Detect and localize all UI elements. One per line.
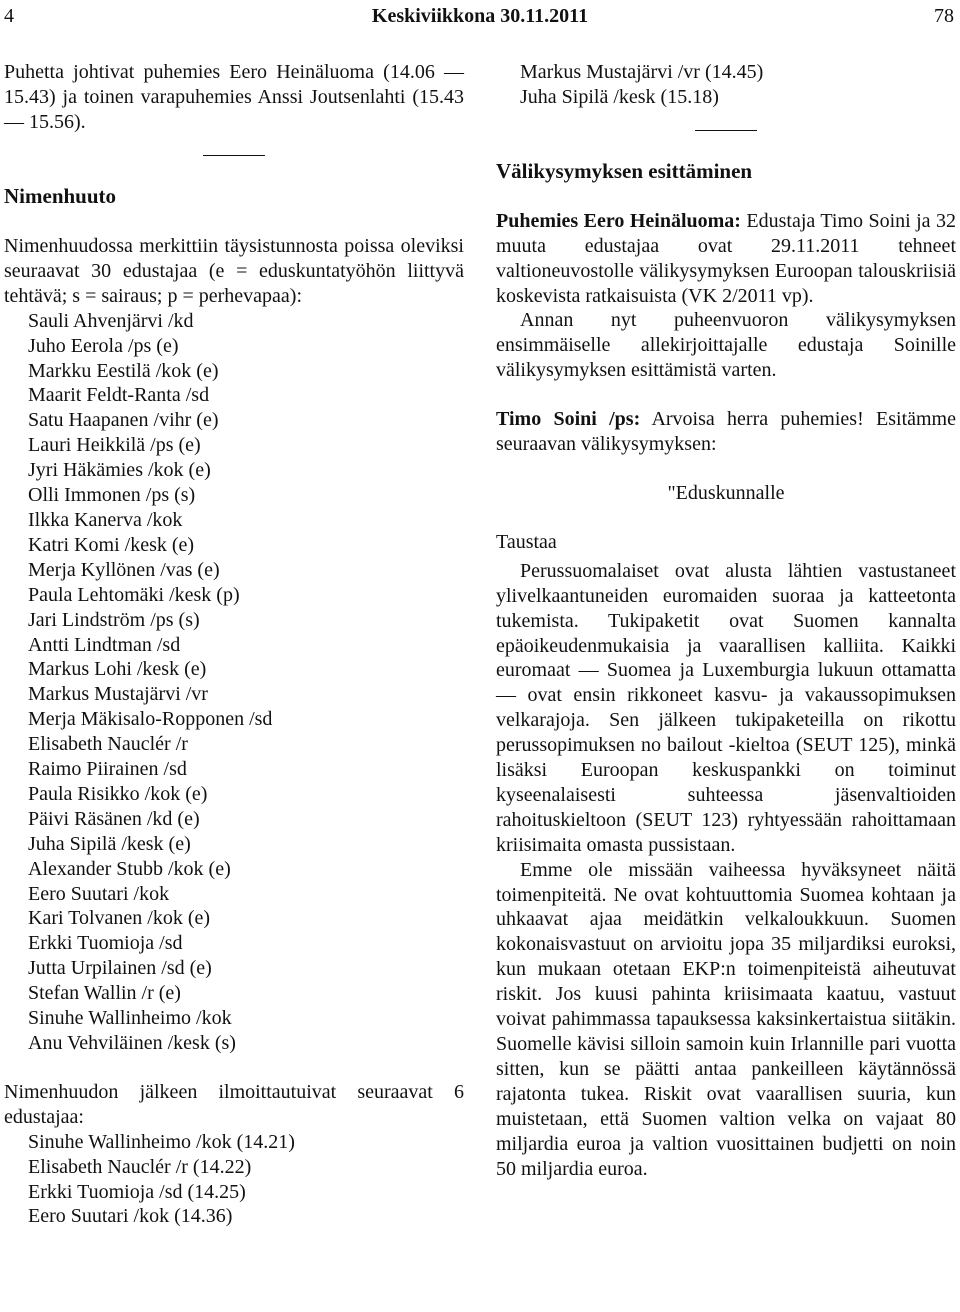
speaker-name: Puhemies Eero Heinäluoma:: [496, 209, 741, 232]
speech-text: Edustaja Timo Soini ja 32 muuta edustajaa ovat 29.11.2011 tehneet valtioneuvostolle välikysymyksen Euroopan talouskriisiä koskevista ratkaisuista (VK 2/2011 vp).: [496, 209, 957, 307]
list-item: Elisabeth Nauclér /r (14.22): [28, 1155, 252, 1178]
speaker-name: Timo Soini /ps:: [496, 408, 641, 431]
late-list-continued: [496, 60, 956, 110]
list-item: Jari Lindström /ps (s): [28, 608, 200, 631]
list-item: Jutta Urpilainen /sd (e): [28, 957, 212, 980]
list-item: Päivi Räsänen /kd (e): [28, 807, 200, 830]
chair-intro: Puhetta johtivat puhemies Eero Heinäluoma (14.06 — 15.43) ja toinen varapuhemies Anssi Joutsenlahti (15.43 — 15.56).: [4, 61, 464, 133]
list-item: Markus Mustajärvi /vr (14.45): [520, 61, 764, 83]
page-header: [0, 4, 960, 28]
list-item: Markus Lohi /kesk (e): [28, 658, 207, 681]
list-item: Paula Risikko /kok (e): [28, 782, 208, 805]
list-item: Jyri Häkämies /kok (e): [28, 459, 211, 482]
list-item: Alexander Stubb /kok (e): [28, 857, 231, 880]
subheading-background: Taustaa: [496, 530, 557, 553]
list-item: Ilkka Kanerva /kok: [28, 508, 183, 531]
quote-title: "Eduskunnalle: [667, 481, 785, 504]
list-item: Markku Eestilä /kok (e): [28, 359, 219, 382]
list-item: Sinuhe Wallinheimo /kok (14.21): [28, 1130, 295, 1153]
page-number-left: 4: [4, 5, 14, 27]
list-item: Anu Vehviläinen /kesk (s): [28, 1032, 236, 1054]
list-item: Erkki Tuomioja /sd: [28, 932, 183, 955]
list-item: Erkki Tuomioja /sd (14.25): [28, 1180, 246, 1203]
list-item: Eero Suutari /kok (14.36): [28, 1205, 233, 1228]
absent-list: [4, 309, 464, 1056]
list-item: Paula Lehtomäki /kesk (p): [28, 583, 240, 606]
list-item: Antti Lindtman /sd: [28, 633, 181, 656]
list-item: Stefan Wallin /r (e): [28, 982, 181, 1005]
list-item: Juha Sipilä /kesk (e): [28, 832, 191, 855]
late-intro: Nimenhuudon jälkeen ilmoittautuivat seuraavat 6 edustajaa:: [4, 1080, 464, 1128]
heading-interpellation: Välikysymyksen esittäminen: [496, 158, 753, 183]
list-item: Kari Tolvanen /kok (e): [28, 907, 211, 930]
list-item: Juho Eerola /ps (e): [28, 334, 179, 357]
list-item: Olli Immonen /ps (s): [28, 484, 196, 507]
late-list: [4, 1130, 464, 1230]
session-date: Keskiviikkona 30.11.2011: [371, 5, 589, 27]
right-column: [496, 60, 956, 1181]
list-item: Sauli Ahvenjärvi /kd: [28, 309, 194, 332]
absence-intro: Nimenhuudossa merkittiin täysistunnosta poissa oleviksi seuraavat 30 edustajaa (e = eduskuntatyöhön liittyvä tehtävä; s = sairaus; p = perhevapaa):: [4, 235, 464, 307]
paragraph: Annan nyt puheenvuoron välikysymyksen ensimmäiselle allekirjoittajalle edustaja Soinille välikysymyksen esittämistä varten.: [496, 309, 956, 382]
list-item: Satu Haapanen /vihr (e): [28, 409, 219, 432]
speaker-paragraph: [496, 209, 956, 309]
list-item: Lauri Heikkilä /ps (e): [28, 434, 201, 457]
list-item: Maarit Feldt-Ranta /sd: [28, 384, 210, 407]
list-item: Eero Suutari /kok: [28, 882, 170, 905]
speech-text: Arvoisa herra puhemies! Esitämme seuraavan välikysymyksen:: [496, 408, 956, 456]
list-item: Merja Mäkisalo-Ropponen /sd: [28, 708, 273, 731]
paragraph: Perussuomalaiset ovat alusta lähtien vastustaneet ylivelkaantuneiden euromaiden suoraa ja katteetonta tukemista. Tukipaketit ovat Suomen kannalta epäoikeudenmukaisia ja vaarallisen kalliita. Kaikki euromaat — Suomea ja Luxemburgia lukuun ottamatta — ovat ensin rikkoneet kasvu- ja vakaussopimuksen velkarajoja. Sen jälkeen tukipaketeilla on rikottu perussopimuksen no bailout -kieltoa (SEUT 125), minkä lisäksi Euroopan keskuspankki on toiminut kyseenalaisesti suhteessa jäsenvaltioiden rahoituskieltoon (SEUT 123) ryhtyessään rahoittamaan kriisimaita omasta pussistaan.: [496, 559, 956, 856]
speaker-paragraph: [496, 407, 956, 457]
list-item: Merja Kyllönen /vas (e): [28, 558, 220, 581]
left-column: [4, 60, 464, 1229]
list-item: Elisabeth Nauclér /r: [28, 733, 188, 756]
paragraph: Emme ole missään vaiheessa hyväksyneet näitä toimenpiteitä. Ne ovat kohtuuttomia Suomea kohtaan ja uhkaavat ajaa meidätkin velkaloukkuun. Suomen kokonaisvastuut on arvioitu jopa 35 miljardiksi euroksi, kun mukaan otetaan EKP:n toimenpiteistä aiheutuvat riskit. Jos kuusi pahinta kriisimaata kaatuu, vastuut voivat pahimmassa tapauksessa kaksinkertaistua siitäkin. Suomelle kävisi silloin samoin kuin Irlannille pari vuotta sitten, kun se päätti antaa pankeilleen käytännössä rajatonta tukea. Riskit ovat vaarallisen suuria, kun muistetaan, että Suomen valtion velka on vajaat 80 miljardia euroa ja valtion vuosittainen budjetti on noin 50 miljardia euroa.: [496, 858, 956, 1180]
heading-roll-call: Nimenhuuto: [4, 184, 117, 208]
list-item: Raimo Piirainen /sd: [28, 758, 187, 781]
list-item: Katri Komi /kesk (e): [28, 533, 195, 556]
list-item: Sinuhe Wallinheimo /kok: [28, 1007, 232, 1030]
list-item: Markus Mustajärvi /vr: [28, 683, 208, 706]
list-item: Juha Sipilä /kesk (15.18): [520, 85, 719, 108]
page-number-right: 78: [934, 5, 954, 27]
